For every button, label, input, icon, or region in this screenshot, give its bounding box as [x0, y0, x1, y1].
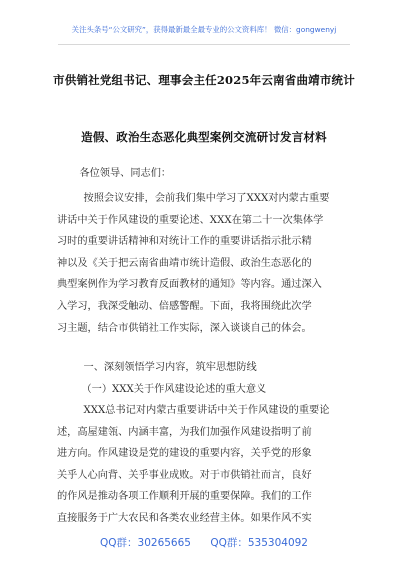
paragraph-line: 进方向。作风建设是党的建设的重要内容，关乎党的形象: [57, 448, 312, 460]
salutation-text: 各位领导、同志们：: [79, 168, 172, 179]
paragraph-line: 习时的重要讲话精神和对统计工作的重要讲话指示批示精: [57, 236, 312, 248]
document-title-line1: 市供销社党组书记、理事会主任2025年云南省曲靖市统计: [53, 73, 355, 87]
qq-group-1: QQ群：30265665: [100, 537, 191, 549]
qq-group-2: QQ群：535304092: [210, 537, 308, 549]
subsection-heading-1: [57, 379, 355, 401]
paragraph-line: 入学习，我深受触动、倍感警醒。下面，我将围绕此次学: [57, 300, 312, 312]
subsection-heading-text: （一）XXX关于作风建设论述的重大意义: [81, 384, 267, 395]
paragraph-line: 按照会议安排，会前我们集中学习了XXX对内蒙古重要: [83, 193, 330, 204]
paragraph-line: 典型案例作为学习教育反面教材的通知》等内容。通过深入: [57, 279, 322, 291]
paragraph-line: 讲话中关于作风建设的重要论述、XXX在第二十一次集体学: [57, 214, 324, 226]
document-title-line2: 造假、政治生态恶化典型案例交流研讨发言材料: [81, 130, 327, 144]
paragraph-line: 习主题，结合市供销社工作实际，深入谈谈自己的体会。: [57, 322, 312, 334]
section-heading-1: [57, 357, 355, 379]
paragraph-line: 的作风是推动各项工作顺利开展的重要保障。我们的工作: [57, 491, 312, 503]
header-banner: 关注头条号“公文研究”，获得最新最全最专业的公文资料库！ 微信：gongwenyj: [71, 25, 337, 34]
header-divider: [58, 44, 350, 45]
paragraph-line: 述，高屋建瓴、内涵丰富，为我们加强作风建设指明了前: [57, 426, 312, 438]
paragraph-line: XXX总书记对内蒙古重要讲话中关于作风建设的重要论: [83, 405, 330, 416]
paragraph-line: 关乎人心向背、关乎事业成败。对于市供销社而言，良好: [57, 469, 312, 481]
paragraph-line: 神以及《关于把云南省曲靖市统计造假、政治生态恶化的: [57, 257, 312, 269]
salutation: [57, 163, 355, 185]
footer-contacts: [0, 535, 408, 550]
section-heading-text: 一、深刻领悟学习内容，筑牢思想防线: [83, 362, 257, 373]
paragraph-style-significance: [57, 400, 355, 530]
paragraph-line: 直接服务于广大农民和各类农业经营主体。如果作风不实: [57, 512, 312, 524]
paragraph-intro: [57, 188, 355, 339]
